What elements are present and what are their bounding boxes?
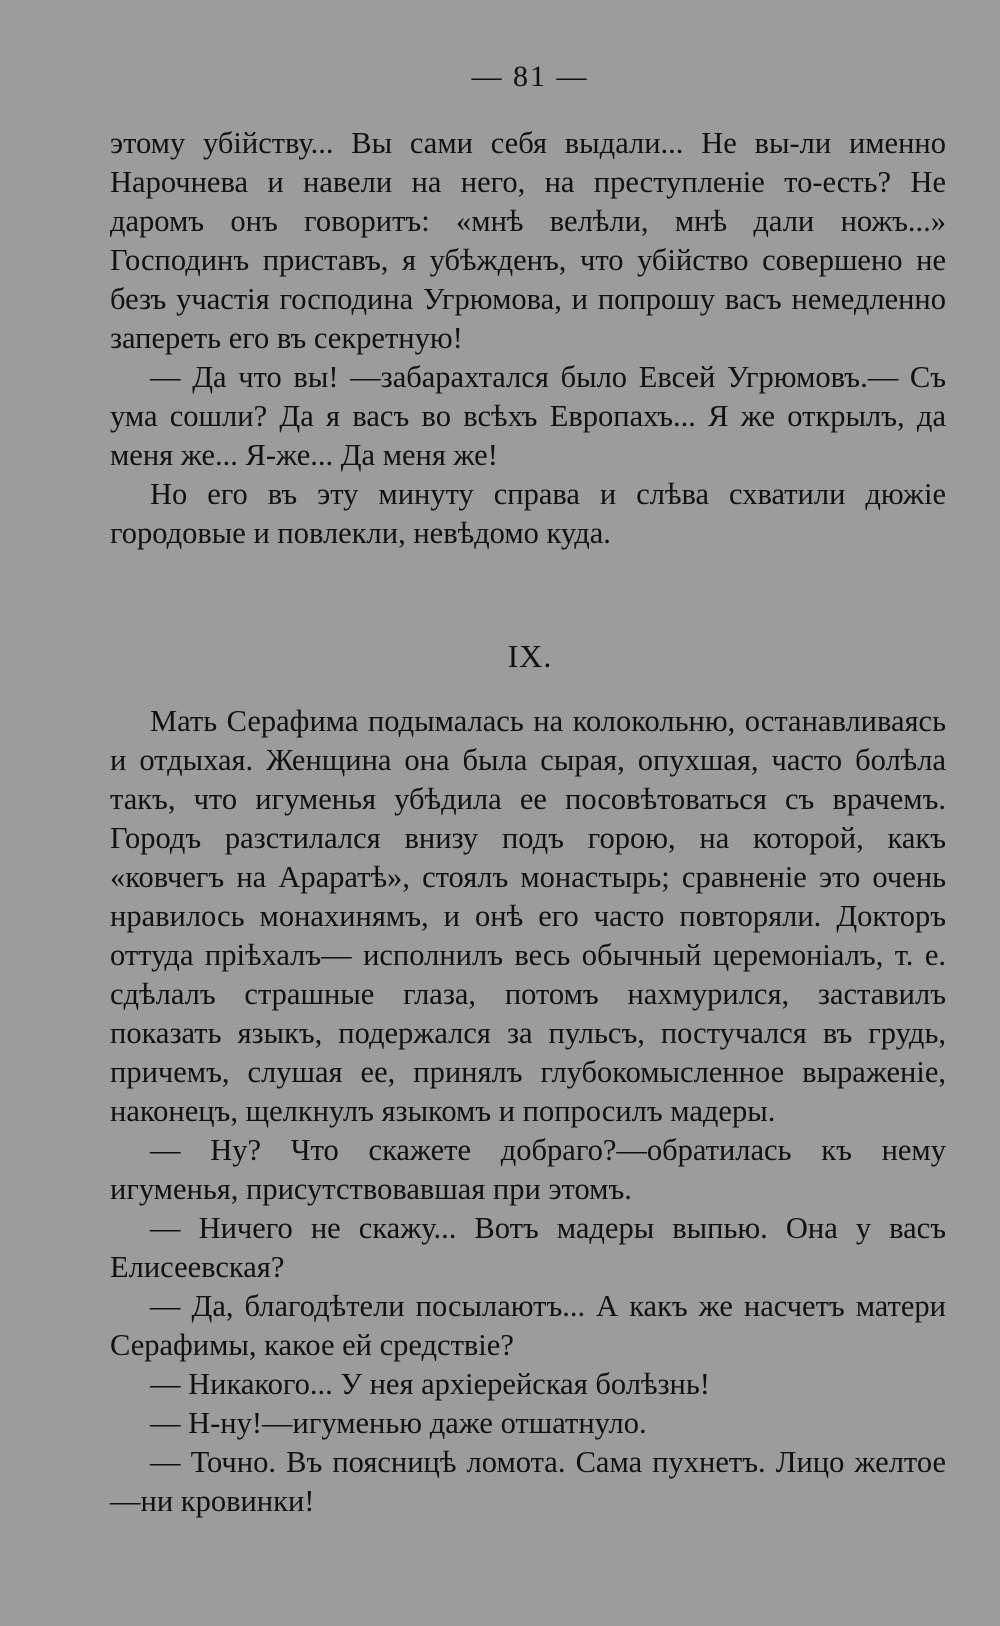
paragraph: — Ну? Что скажете добраго?—обратилась къ нему игуменья, присутствовавшая при этомъ.: [110, 1133, 946, 1206]
text-section-before-chapter: [110, 124, 946, 553]
text-section-chapter-body: [110, 702, 946, 1521]
paragraph: — Да, благодѣтели посылаютъ... А какъ же насчетъ матери Серафимы, какое ей средствіе?: [110, 1289, 946, 1362]
paragraph: Мать Серафима подымалась на колокольню, останавливаясь и отдыхая. Женщина она была сырая, опухшая, часто болѣла такъ, что игуменья убѣдила ее посовѣтоваться съ врачемъ. Городъ разстилался внизу подъ горою, на которой, какъ «ковчегъ на Араратѣ», стоялъ монастырь; сравненіе это очень нравилось монахинямъ, и онѣ его часто повторяли. Докторъ оттуда пріѣхалъ— исполнилъ весь обычный церемоніалъ, т. е. сдѣлалъ страшные глаза, потомъ нахмурился, заставилъ показать языкъ, подержался за пульсъ, постучался въ грудь, причемъ, слушая ее, принялъ глубокомысленное выраженіе, наконецъ, щелкнулъ языкомъ и попросилъ мадеры.: [110, 704, 946, 1128]
paragraph: Но его въ эту минуту справа и слѣва схватили дюжіе городовые и повлекли, невѣдомо куда.: [110, 477, 946, 550]
paragraph: — Точно. Въ поясницѣ ломота. Сама пухнетъ. Лицо желтое—ни кровинки!: [110, 1445, 946, 1518]
paragraph: этому убійству... Вы сами себя выдали... Не вы-ли именно Нарочнева и навели на него, на преступленіе то-есть? Не даромъ онъ говоритъ: «мнѣ велѣли, мнѣ дали ножъ...» Господинъ приставъ, я убѣжденъ, что убійство совершено не безъ участія господина Угрюмова, и попрошу васъ немедленно запереть его въ секретную!: [110, 126, 946, 355]
paragraph: — Н-ну!—игуменью даже отшатнуло.: [150, 1406, 647, 1440]
page-number: — 81 —: [471, 60, 589, 93]
paragraph: — Да что вы! —забарахтался было Евсей Угрюмовъ.— Съ ума сошли? Да я васъ во всѣхъ Европахъ... Я же открылъ, да меня же... Я-же... Да меня же!: [110, 360, 946, 472]
chapter-heading: IX.: [507, 638, 553, 674]
paragraph: — Никакого... У нея архіерейская болѣзнь!: [150, 1367, 710, 1401]
paragraph: — Ничего не скажу... Вотъ мадеры выпью. Она у васъ Елисеевская?: [110, 1211, 946, 1284]
